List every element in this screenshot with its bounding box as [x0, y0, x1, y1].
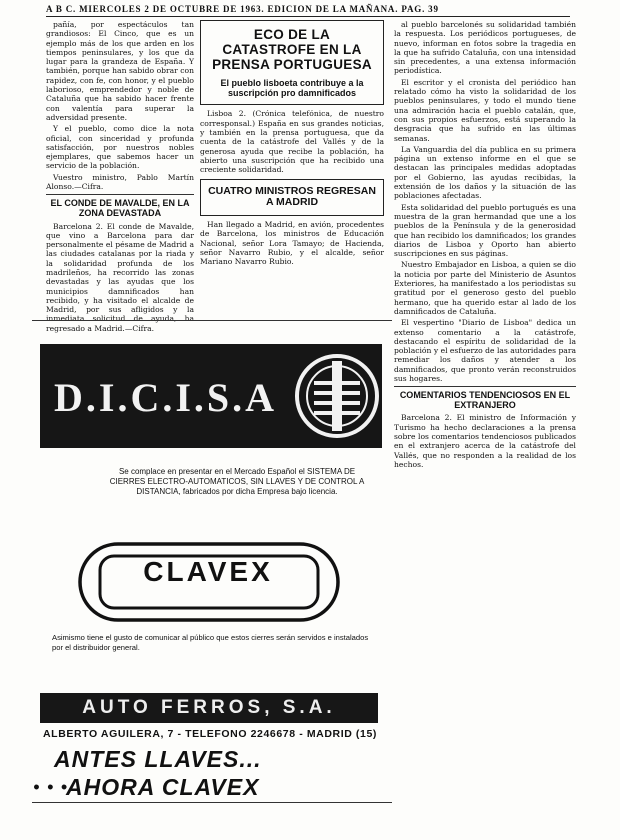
ad-top-rule — [32, 320, 392, 321]
dicisa-brand: D.I.C.I.S.A — [54, 375, 278, 420]
page-header: A B C. MIERCOLES 2 DE OCTUBRE DE 1963. EDICION DE LA MAÑANA. PAG. 39 — [46, 4, 439, 14]
col1-paragraphs — [46, 20, 194, 191]
paragraph: Vuestro ministro, Pablo Martín Alonso.—Cifra. — [46, 172, 194, 192]
col2-subheading: El pueblo lisboeta contribuye a la suscripción pro damnificados — [220, 78, 364, 99]
paragraph: El vespertino "Diario de Lisboa" dedica un extenso comentario a la catástrofe, destacando el espíritu de solidaridad de la población y el esfuerzo de las autoridades para remediar los daños y atender a los damnificados, que pronto verán reconstruidos sus hogares. — [394, 318, 576, 383]
col1-rule — [46, 194, 194, 195]
col1-heading: EL CONDE DE MAVALDE, EN LA ZONA DEVASTADA — [50, 198, 190, 219]
paragraph: Esta solidaridad del pueblo portugués es una muestra de la gran hermandad que une a los pueblos de la Península y de la generosidad que han recibido los damnificados; los grandes diarios de Lisboa y Oporto han abierto suscripciones en sus páginas. — [394, 202, 576, 259]
col1-paragraphs-2 — [46, 222, 194, 334]
slogan-line-2: AHORA CLAVEX — [66, 774, 260, 800]
ad-bottom-rule — [32, 802, 392, 803]
advertisement — [32, 322, 390, 800]
col3-heading: COMENTARIOS TENDENCIOSOS EN EL EXTRANJERO — [399, 390, 571, 411]
distributor-banner: AUTO FERROS, S.A. — [40, 693, 378, 723]
col2-heading-2: CUATRO MINISTROS REGRESAN A MADRID — [208, 184, 376, 209]
paragraph: Nuestro Embajador en Lisboa, a quien se dio la noticia por parte del Ministerio de Asuntos Exteriores, ha manifestado a los periodistas su gratitud por el generoso gesto del pueblo hermano, que ha querido estar al lado de los damnificados de Cataluña. — [394, 260, 576, 316]
paragraph: Y el pueblo, como dice la nota oficial, con sinceridad y profunda satisfacción, por nuestros nobles ejemplares, que sabemos hacer un servicio de la población. — [46, 124, 194, 171]
paragraph: Barcelona 2. El ministro de Información y Turismo ha hecho declaraciones a la prensa sobre los comentarios tendenciosos publicados en el extranjero acerca de la catástrofe del Vallés, que no responden a la realidad de los hechos. — [394, 413, 576, 469]
paragraph: Han llegado a Madrid, en avión, procedentes de Barcelona, los ministros de Educación Nacional, señor Lora Tamayo; de Hacienda, señor Navarro Rubio, y el alcalde, señor Mariano Navarro Rubio. — [200, 220, 384, 267]
ad-body: Se complace en presentar en el Mercado Español el SISTEMA DE CIERRES ELECTRO-AUTOMATICOS, SIN LLAVES Y DE CONTROL A DISTANCIA, fabricados por dicha Empresa bajo licencia. — [109, 467, 365, 496]
slogan-line-1: ANTES LLAVES... — [54, 746, 262, 772]
dicisa-logo-icon — [292, 351, 382, 441]
col2-heading: ECO DE LA CATASTROFE EN LA PRENSA PORTUGUESA — [212, 27, 372, 73]
paragraph: El escritor y el cronista del periódico han relatado cómo ha visto la solidaridad de los pueblos peninsulares, y todo el mundo tiene una admiración hacia el pueblo catalán, que, con sus propios esfuerzos, está superando la desgracia que ha sufrido en las últimas semanas. — [394, 77, 576, 143]
col3-rule — [394, 386, 576, 387]
header-rule — [46, 16, 570, 17]
slogan-dots: • • • — [32, 780, 69, 796]
col3-paragraphs-2 — [394, 413, 576, 469]
col2-headline-box — [200, 20, 384, 105]
paragraph: La Vanguardia del día publica en su primera página un extenso informe en el que se destacan las principales medidas adoptadas por el Gobierno, las ayudas recibidas, la extensión de los daños y la situación de las poblaciones afectadas. — [394, 144, 576, 201]
paragraph: Lisboa 2. (Crónica telefónica, de nuestro corresponsal.) España en sus grandes noticias, y también en la prensa portuguesa, que da cuenta de la catástrofe del Vallés y de la generosa ayuda que recibe la población, ha abierto una suscripción que ha recibido una creciente solidaridad. — [200, 109, 384, 175]
col2-headline-box-2 — [200, 179, 384, 217]
column-3 — [394, 20, 576, 830]
clavex-product: CLAVEX — [143, 556, 273, 587]
col2-paragraphs-2 — [200, 220, 384, 266]
paragraph: pañía, por espectáculos tan grandiosos: El Cinco, que es un ejemplo más de los que arden en los tiempos peninsulares, y los que da lugar para la grandeza de España. Y también, porque han sabido obrar con rapidez, con fe, con honor, y el pueblo laborioso, emprendedor y noble de Cataluña que ha sabido hacer frente con valentía para superar la adversidad presente. — [46, 20, 194, 122]
paragraph: al pueblo barcelonés su solidaridad también la respuesta. Los periódicos portugueses, de nuevo, informan en fotos sobre la tragedia en la que ha sufrido Cataluña, con una intensidad sin precedentes, a una extensa información periodística. — [394, 20, 576, 76]
col2-paragraphs — [200, 109, 384, 174]
ad-footer: Asimismo tiene el gusto de comunicar al público que estos cierres serán servidos e instalados por el distribuidor general. — [52, 633, 369, 652]
dicisa-banner — [40, 344, 382, 448]
distributor-address: ALBERTO AGUILERA, 7 - TELEFONO 2246678 - MADRID (15) — [43, 728, 377, 740]
paragraph: Barcelona 2. El conde de Mavalde, que vino a Barcelona para dar personalmente el pésame de Madrid a las ciudades catalanas por la riada y la solidaridad profunda de los madrileños, ha recorrido las zonas devastadas y las ayudas que los municipios damnificados han recibido, y ha visitado el alcalde de Madrid, por sus afligidos y la inmediata solicitud de ayuda, ha regresado a Madrid.—Cifra. — [46, 221, 194, 333]
column-1 — [46, 20, 194, 333]
col3-paragraphs — [394, 20, 576, 383]
column-2 — [200, 20, 384, 318]
